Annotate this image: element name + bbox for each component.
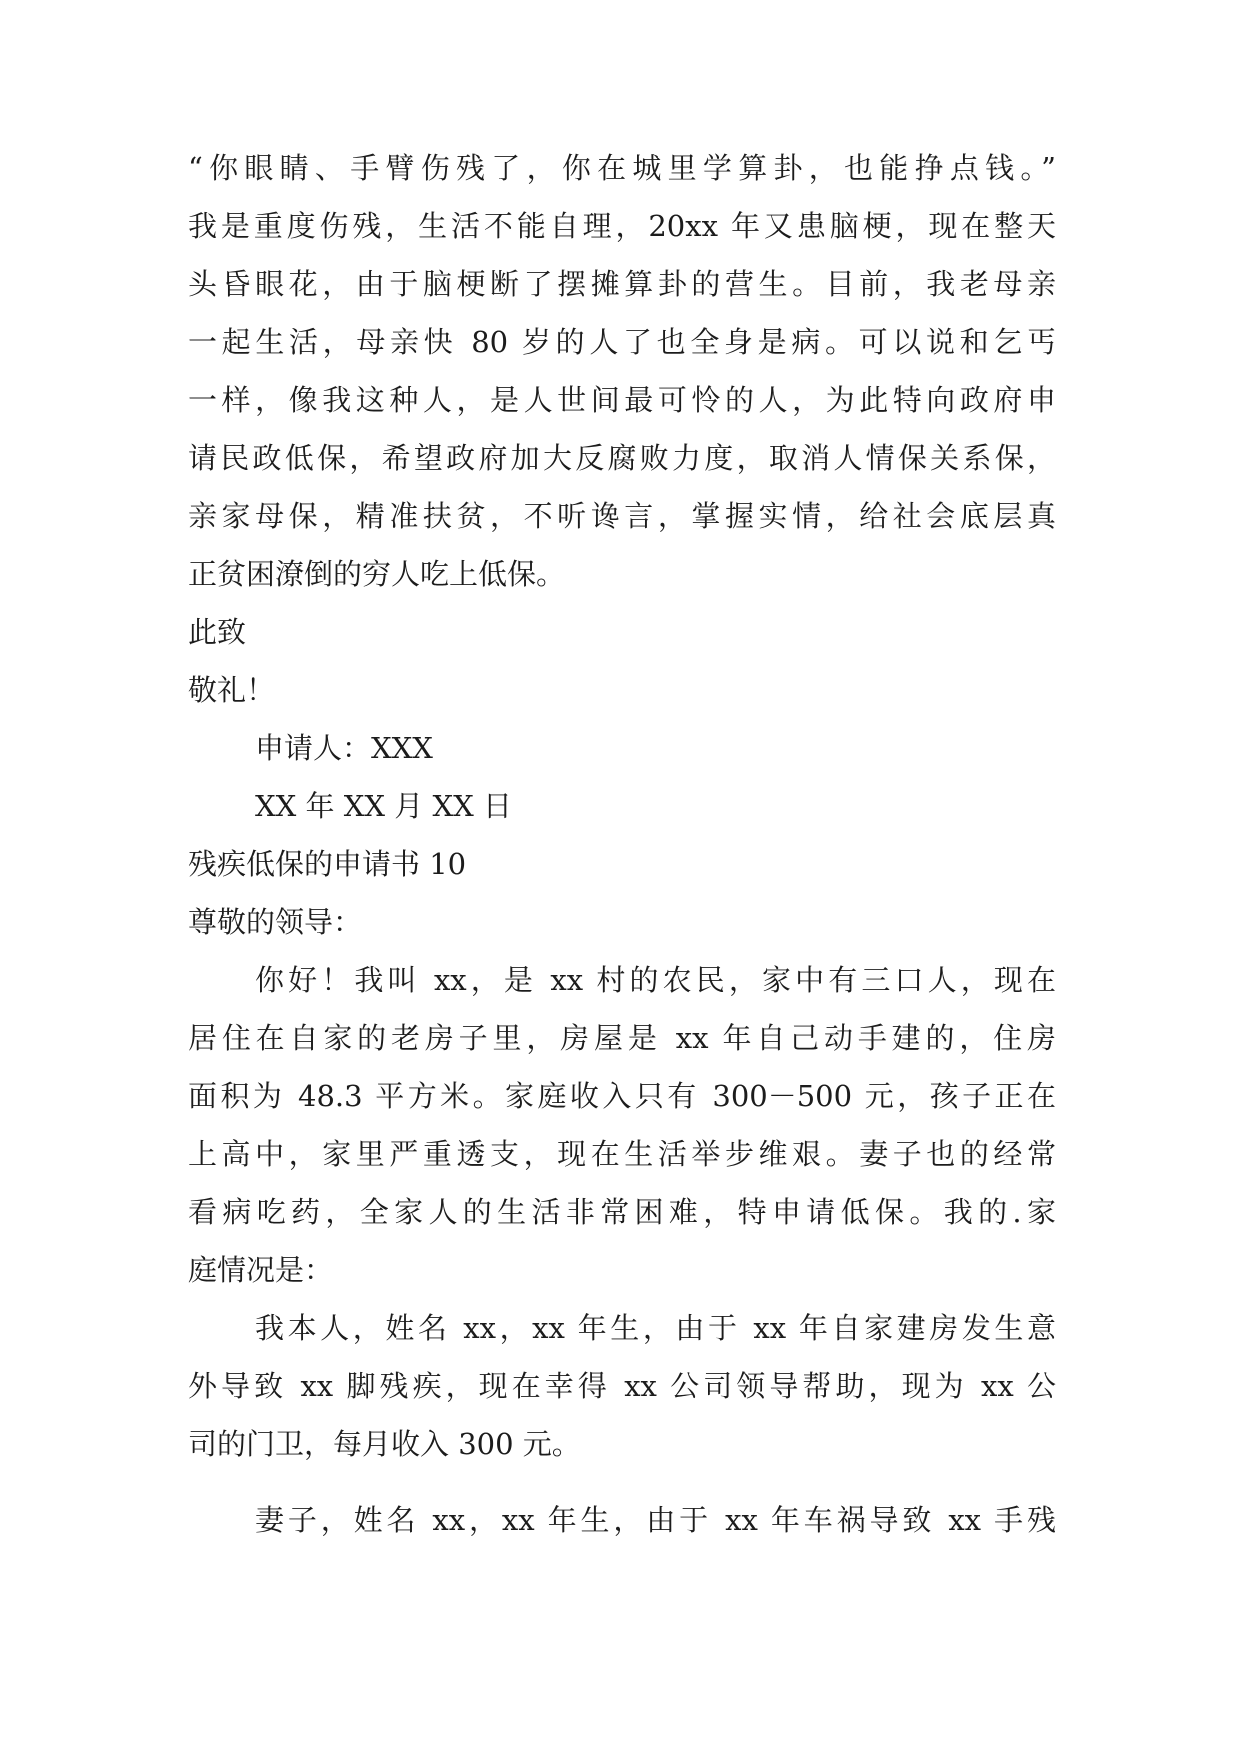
text-line: 上高中，家里严重透支，现在生活举步维艰。妻子也的经常 [188, 1137, 1056, 1171]
text-line: 我是重度伤残，生活不能自理，20xx 年又患脑梗，现在整天 [188, 209, 1056, 243]
text-line: 妻子，姓名 xx，xx 年生，由于 xx 年车祸导致 xx 手残 [255, 1503, 1056, 1537]
greeting: 尊敬的领导： [188, 905, 363, 939]
text-line: 一样，像我这种人，是人世间最可怜的人，为此特向政府申 [188, 383, 1056, 417]
text-line: 我本人，姓名 xx，xx 年生，由于 xx 年自家建房发生意 [255, 1311, 1056, 1345]
section-title: 残疾低保的申请书 10 [188, 847, 467, 881]
text-line: 亲家母保，精准扶贫，不听谗言，掌握实情，给社会底层真 [188, 499, 1056, 533]
text-line: 外导致 xx 脚残疾，现在幸得 xx 公司领导帮助，现为 xx 公 [188, 1369, 1056, 1403]
text-line: 居住在自家的老房子里，房屋是 xx 年自己动手建的，住房 [188, 1021, 1056, 1055]
text-line: 一起生活，母亲快 80 岁的人了也全身是病。可以说和乞丐 [188, 325, 1056, 359]
text-line: 庭情况是： [188, 1253, 334, 1287]
applicant-signature: 申请人：XXX [255, 731, 433, 765]
closing-regards: 敬礼！ [188, 673, 276, 707]
closing-salutation: 此致 [188, 615, 247, 649]
text-line: 你好！我叫 xx，是 xx 村的农民，家中有三口人，现在 [255, 963, 1056, 997]
text-line: 正贫困潦倒的穷人吃上低保。 [188, 557, 566, 591]
text-line: “你眼睛、手臂伤残了，你在城里学算卦，也能挣点钱。” [188, 151, 1056, 185]
text-line: 面积为 48.3 平方米。家庭收入只有 300－500 元，孩子正在 [188, 1079, 1056, 1113]
text-line: 看病吃药，全家人的生活非常困难，特申请低保。我的.家 [188, 1195, 1056, 1229]
text-line: 头昏眼花，由于脑梗断了摆摊算卦的营生。目前，我老母亲 [188, 267, 1056, 301]
text-line: 请民政低保，希望政府加大反腐败力度，取消人情保关系保， [188, 441, 1056, 475]
signature-date: XX 年 XX 月 XX 日 [255, 789, 512, 823]
text-line: 司的门卫，每月收入 300 元。 [188, 1427, 581, 1461]
